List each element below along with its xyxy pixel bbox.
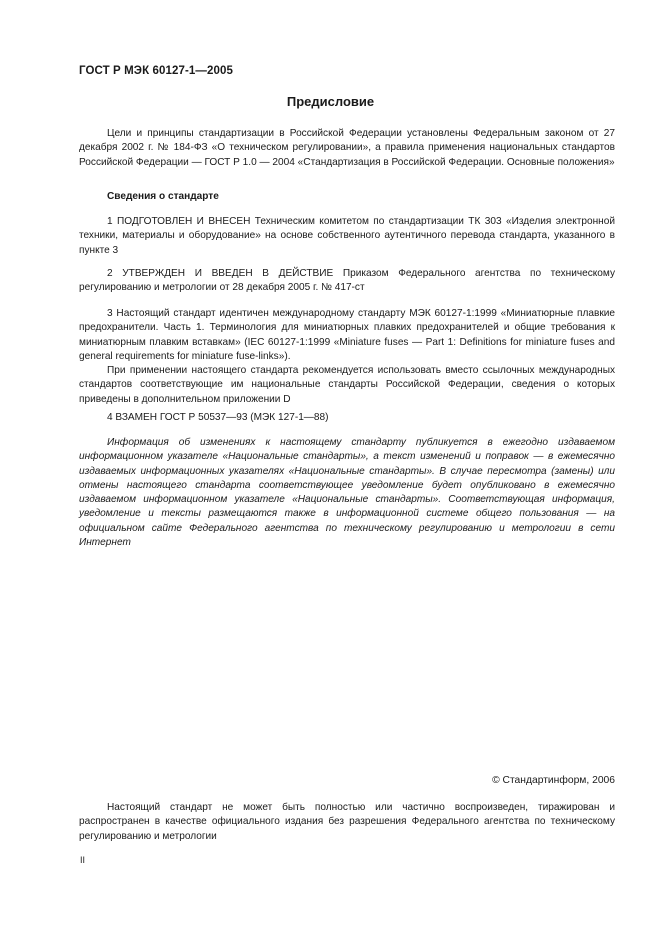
- item-4-paragraph: 4 ВЗАМЕН ГОСТ Р 50537—93 (МЭК 127-1—88): [107, 412, 329, 423]
- item-1-section: [79, 215, 615, 258]
- info-paragraph: Информация об изменениях к настоящему стандарту публикуется в ежегодно издаваемом информационном указателе «Национальные стандарты», а текст изменений и поправок — в ежемесячно издаваемых информационных указателях «Национальные стандарты». В случае пересмотра (замены) или отмены настоящего стандарта соответствующее уведомление будет опубликовано в ежемесячно издаваемом информационном указателе «Национальные стандарты». Соответствующая информация, уведомление и тексты размещаются также в информационной системе общего пользования — на официальном сайте Федерального агентства по техническому регулированию и метрологии в сети Интернет: [79, 437, 615, 549]
- item-2-paragraph: 2 УТВЕРЖДЕН И ВВЕДЕН В ДЕЙСТВИЕ Приказом Федерального агентства по техническому регулированию и метрологии от 28 декабря 2005 г. № 417-ст: [79, 268, 615, 294]
- section-subheading: Сведения о стандарте: [107, 191, 219, 202]
- item-1-paragraph: 1 ПОДГОТОВЛЕН И ВНЕСЕН Техническим комитетом по стандартизации ТК 303 «Изделия электронной техники, материалы и оборудование» на основе собственного аутентичного перевода стандарта, указанного в пункте 3: [79, 216, 615, 256]
- item-3-note-paragraph: При применении настоящего стандарта рекомендуется использовать вместо ссылочных международных стандартов соответствующие им национальные стандарты Российской Федерации, сведения о которых приведены в дополнительном приложении D: [79, 365, 615, 405]
- footer-notice-section: [79, 801, 615, 844]
- intro-section: [79, 127, 615, 170]
- footer-notice-paragraph: Настоящий стандарт не может быть полностью или частично воспроизведен, тиражирован и распространен в качестве официального издания без разрешения Федерального агентства по техническому регулированию и метрологии: [79, 802, 615, 842]
- standard-code-header: ГОСТ Р МЭК 60127-1—2005: [79, 65, 233, 77]
- page-title: Предисловие: [286, 94, 375, 109]
- info-section: [79, 436, 615, 550]
- item-3-section: [79, 307, 615, 407]
- page-number: II: [80, 855, 86, 865]
- item-3-paragraph: 3 Настоящий стандарт идентичен международному стандарту МЭК 60127-1:1999 «Миниатюрные плавкие предохранители. Часть 1. Терминология для миниатюрных плавких предохранителей и общие требования к миниатюрным плавким вставкам» (IEC 60127-1:1999 «Miniature fuses — Part 1: Definitions for miniature fuses and general requirements for miniature fuse-links»).: [79, 308, 615, 362]
- intro-paragraph: Цели и принципы стандартизации в Российской Федерации установлены Федеральным законом от 27 декабря 2002 г. № 184-ФЗ «О техническом регулировании», а правила применения национальных стандартов Российской Федерации — ГОСТ Р 1.0 — 2004 «Стандартизация в Российской Федерации. Основные положения»: [79, 128, 615, 168]
- item-2-section: [79, 267, 615, 296]
- item-4-section: [79, 411, 615, 425]
- copyright-notice: © Стандартинформ, 2006: [492, 775, 615, 786]
